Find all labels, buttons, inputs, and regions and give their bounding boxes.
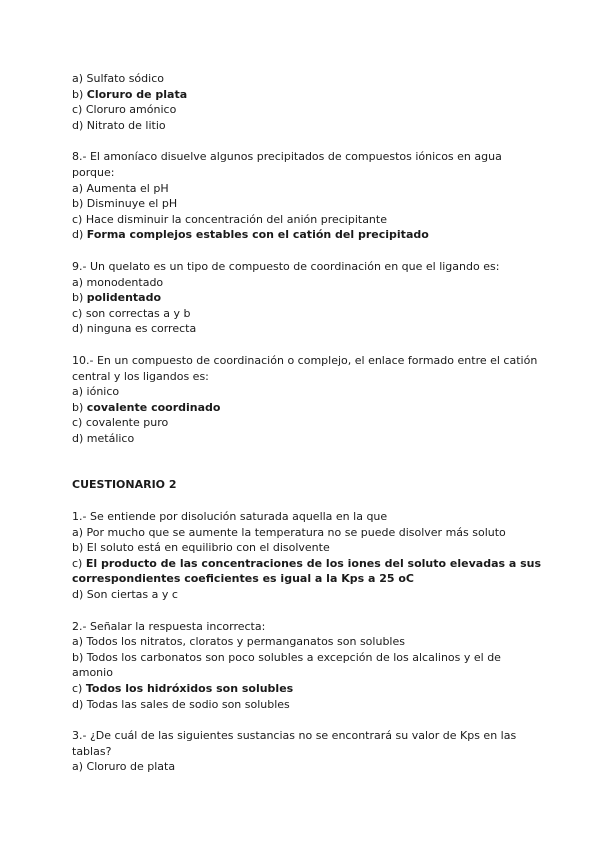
option-c-correct: c) Todos los hidróxidos son solubles — [72, 682, 294, 695]
option-a: a) iónico — [72, 385, 120, 399]
option-c: c) Hace disminuir la concentración del anión precipitante — [72, 212, 387, 226]
option-a: a) monodentado — [72, 275, 164, 289]
option-b-correct: b) covalente coordinado — [72, 400, 221, 414]
question-prev-options — [72, 71, 542, 133]
c2-question-1-text: 1.- Se entiende por disolución saturada aquella en la que — [72, 510, 388, 524]
option-b: b) Disminuye el pH — [72, 197, 178, 211]
option-c: c) son correctas a y b — [72, 306, 191, 320]
option-b-correct: b) Cloruro de plata — [72, 87, 188, 101]
question-8-text: 8.- El amoníaco disuelve algunos precipitados de compuestos iónicos en agua porque: — [72, 150, 502, 179]
section-heading: CUESTIONARIO 2 — [72, 478, 177, 492]
question-8 — [72, 149, 542, 243]
c2-question-3-text: 3.- ¿De cuál de las siguientes sustancias no se encontrará su valor de Kps en las tablas? — [72, 729, 517, 758]
question-10 — [72, 353, 542, 447]
option-d: d) Todas las sales de sodio son solubles — [72, 697, 290, 711]
option-a: a) Cloruro de plata — [72, 760, 176, 774]
option-d: d) Son ciertas a y c — [72, 588, 178, 602]
c2-question-2-text: 2.- Señalar la respuesta incorrecta: — [72, 619, 266, 633]
option-c-correct: c) El producto de las concentraciones de los iones del soluto elevadas a sus correspondientes coeficientes es igual a la Kps a 25 oC — [72, 556, 542, 586]
option-a: a) Por mucho que se aumente la temperatura no se puede disolver más soluto — [72, 525, 506, 539]
option-b-correct: b) polidentado — [72, 291, 162, 305]
c2-question-3 — [72, 728, 542, 775]
document-content — [72, 71, 542, 775]
option-a: a) Todos los nitratos, cloratos y permanganatos son solubles — [72, 635, 405, 649]
option-d: d) metálico — [72, 431, 135, 445]
c2-question-2 — [72, 619, 542, 713]
question-9-text: 9.- Un quelato es un tipo de compuesto de coordinación en que el ligando es: — [72, 259, 500, 273]
option-c: c) covalente puro — [72, 416, 169, 430]
option-d: d) Nitrato de litio — [72, 118, 166, 132]
question-9 — [72, 259, 542, 337]
option-b: b) Todos los carbonatos son poco solubles a excepción de los alcalinos y el de amonio — [72, 650, 501, 680]
option-c: c) Cloruro amónico — [72, 103, 177, 117]
option-a: a) Sulfato sódico — [72, 72, 164, 85]
option-a: a) Aumenta el pH — [72, 181, 169, 195]
option-d-correct: d) Forma complejos estables con el catión del precipitado — [72, 228, 429, 242]
question-10-text: 10.- En un compuesto de coordinación o complejo, el enlace formado entre el catión central y los ligandos es: — [72, 353, 538, 383]
option-b: b) El soluto está en equilibrio con el disolvente — [72, 541, 330, 555]
c2-question-1 — [72, 509, 542, 603]
option-d: d) ninguna es correcta — [72, 322, 197, 336]
